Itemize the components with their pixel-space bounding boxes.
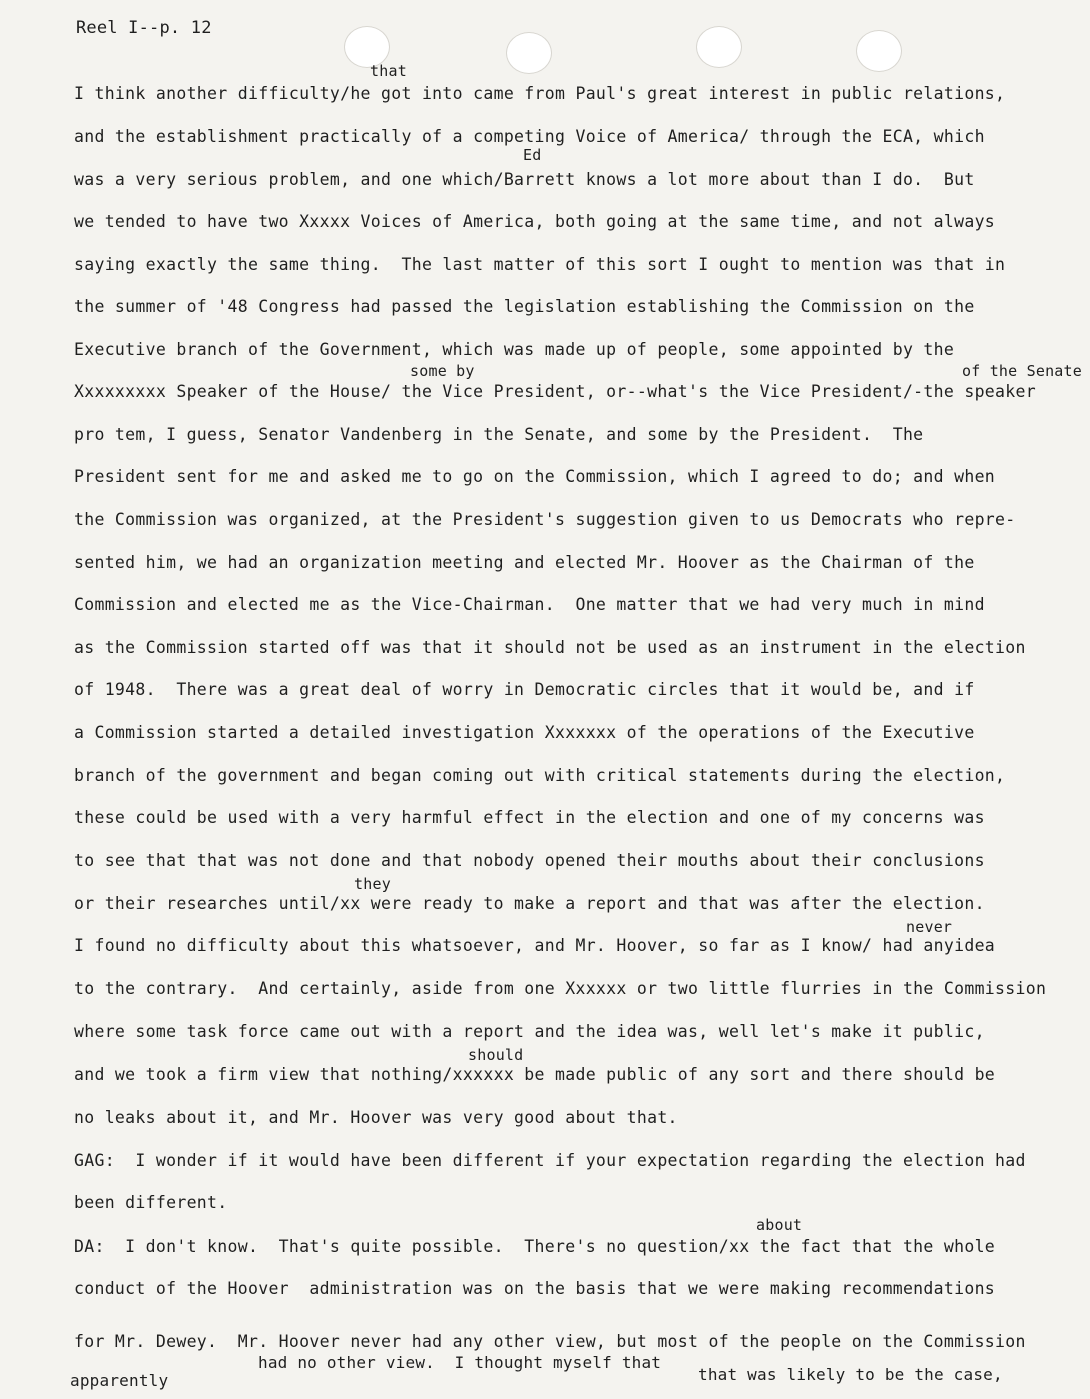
- text-line: the Commission was organized, at the President's suggestion given to us Democrats who repre-: [74, 510, 1016, 529]
- insertion-of-the-senate: of the Senate: [962, 362, 1082, 380]
- text-line: I found no difficulty about this whatsoever, and Mr. Hoover, so far as I know/ had anyidea: [74, 936, 996, 955]
- text-line: was a very serious problem, and one which/Barrett knows a lot more about than I do. But: [74, 170, 975, 189]
- text-line: we tended to have two Xxxxx Voices of America, both going at the same time, and not always: [74, 212, 996, 231]
- text-line: been different.: [74, 1193, 228, 1212]
- text-line: no leaks about it, and Mr. Hoover was very good about that.: [74, 1108, 678, 1127]
- insertion-they: they: [354, 875, 391, 893]
- page-header: Reel I--p. 12: [76, 18, 212, 38]
- text-line: Executive branch of the Government, which was made up of people, some appointed by the: [74, 340, 955, 359]
- punch-hole: [696, 26, 742, 68]
- text-line: these could be used with a very harmful effect in the election and one of my concerns was: [74, 808, 985, 827]
- punch-hole: [506, 32, 552, 74]
- text-line: as the Commission started off was that it should not be used as an instrument in the election: [74, 638, 1026, 657]
- text-line: Xxxxxxxxx Speaker of the House/ the Vice President, or--what's the Vice President/-the speaker: [74, 382, 1036, 401]
- punch-hole: [856, 30, 902, 72]
- text-line: President sent for me and asked me to go on the Commission, which I agreed to do; and when: [74, 467, 996, 486]
- insertion-that: that: [370, 62, 407, 80]
- text-line: and we took a firm view that nothing/xxxxxx be made public of any sort and there should be: [74, 1065, 996, 1084]
- insertion-ed: Ed: [523, 146, 542, 164]
- text-line: a Commission started a detailed investigation Xxxxxxx of the operations of the Executive: [74, 723, 975, 742]
- text-line: of 1948. There was a great deal of worry in Democratic circles that it would be, and if: [74, 680, 975, 699]
- text-line: branch of the government and began coming out with critical statements during the election,: [74, 766, 1006, 785]
- last-line-middle: had no other view. I thought myself that: [258, 1353, 662, 1372]
- text-line: GAG: I wonder if it would have been different if your expectation regarding the election had: [74, 1151, 1026, 1170]
- text-line: sented him, we had an organization meeting and elected Mr. Hoover as the Chairman of the: [74, 553, 975, 572]
- text-line: the summer of '48 Congress had passed the legislation establishing the Commission on the: [74, 297, 975, 316]
- text-line: where some task force came out with a report and the idea was, well let's make it public,: [74, 1022, 985, 1041]
- text-line: to see that that was not done and that nobody opened their mouths about their conclusions: [74, 851, 985, 870]
- insertion-some-by: some by: [410, 362, 475, 380]
- last-line-left: apparently: [70, 1371, 169, 1390]
- text-line: and the establishment practically of a competing Voice of America/ through the ECA, which: [74, 127, 985, 146]
- insertion-should: should: [468, 1046, 524, 1064]
- insertion-about: about: [756, 1216, 803, 1234]
- text-line: conduct of the Hoover administration was on the basis that we were making recommendations: [74, 1279, 996, 1298]
- text-line: I think another difficulty/he got into came from Paul's great interest in public relations,: [74, 84, 1006, 103]
- insertion-never: never: [906, 918, 953, 936]
- text-line: Commission and elected me as the Vice-Chairman. One matter that we had very much in mind: [74, 595, 985, 614]
- last-line-right: that was likely to be the case,: [698, 1365, 1003, 1384]
- text-line: saying exactly the same thing. The last matter of this sort I ought to mention was that in: [74, 255, 1006, 274]
- text-line: pro tem, I guess, Senator Vandenberg in the Senate, and some by the President. The: [74, 425, 924, 444]
- text-line: DA: I don't know. That's quite possible. There's no question/xx the fact that the whole: [74, 1237, 996, 1256]
- text-line: to the contrary. And certainly, aside from one Xxxxxx or two little flurries in the Commission: [74, 979, 1047, 998]
- text-line: or their researches until/xx were ready to make a report and that was after the election.: [74, 894, 985, 913]
- text-line: for Mr. Dewey. Mr. Hoover never had any other view, but most of the people on the Commission: [74, 1332, 1026, 1351]
